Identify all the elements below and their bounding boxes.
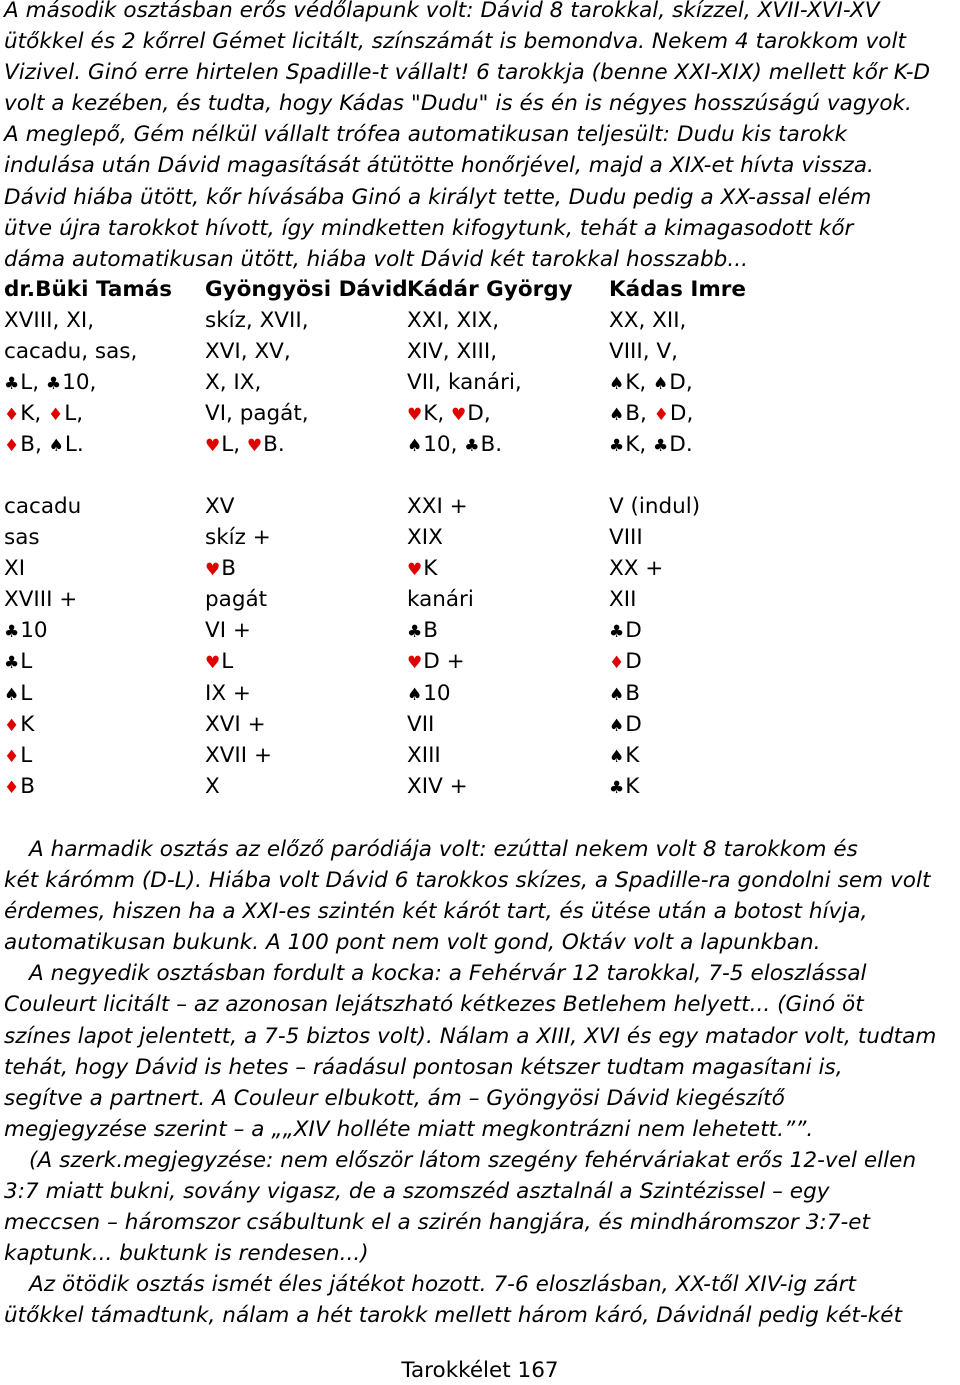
card-text: pagát <box>205 587 268 613</box>
card-text: K <box>625 742 640 768</box>
hand-row <box>4 336 956 367</box>
card-cell <box>609 367 909 398</box>
card-text: D. <box>669 432 693 458</box>
card-text: L. <box>64 432 84 458</box>
card-cell <box>4 305 205 336</box>
card-text: L <box>20 680 33 706</box>
trick-row <box>4 491 956 522</box>
club-suit-icon: ♣ <box>407 622 423 643</box>
card-text: XVIII + <box>4 587 78 613</box>
card-cell <box>205 522 407 553</box>
card-text: V (indul) <box>609 494 701 519</box>
diamond-suit-icon: ♦ <box>48 405 64 426</box>
card-text: 10 <box>20 618 48 644</box>
card-cell <box>4 771 205 802</box>
club-suit-icon: ♣ <box>4 653 20 674</box>
card-text: kanári <box>407 587 474 613</box>
diamond-suit-icon: ♦ <box>609 653 625 674</box>
card-cell <box>205 553 407 584</box>
card-cell <box>609 646 909 677</box>
card-cell <box>407 398 609 429</box>
card-cell <box>205 367 407 398</box>
heart-suit-icon: ♥ <box>407 560 423 581</box>
text-line: érdemes, hiszen ha a XXI-es szintén két kárót tart, és ütése után a botost hívja, <box>4 899 868 925</box>
card-text: K, <box>625 370 654 396</box>
card-cell <box>4 740 205 771</box>
club-suit-icon: ♣ <box>4 622 20 643</box>
card-cell <box>407 740 609 771</box>
card-cell <box>205 491 407 522</box>
diamond-suit-icon: ♦ <box>653 405 669 426</box>
card-cell <box>4 398 205 429</box>
trick-row <box>4 678 956 709</box>
card-cell <box>205 398 407 429</box>
card-cell <box>407 584 609 615</box>
player-name: Kádár György <box>407 277 573 302</box>
card-cell <box>205 771 407 802</box>
card-cell <box>4 678 205 709</box>
players-header <box>4 274 956 305</box>
diamond-suit-icon: ♦ <box>4 436 20 457</box>
heart-suit-icon: ♥ <box>205 436 221 457</box>
club-suit-icon: ♣ <box>609 436 625 457</box>
card-cell <box>4 584 205 615</box>
card-text: B, <box>625 401 654 427</box>
text-line: Dávid hiába ütött, kőr hívásába Ginó a királyt tette, Dudu pedig a XX-assal elém <box>4 184 872 210</box>
heart-suit-icon: ♥ <box>407 405 423 426</box>
card-text: VII <box>407 711 435 737</box>
card-text: L <box>20 649 33 675</box>
card-cell <box>609 615 909 646</box>
card-cell <box>407 491 609 522</box>
card-cell <box>4 646 205 677</box>
card-text: XIII <box>407 742 441 768</box>
card-text: L <box>20 742 33 768</box>
card-text: K, <box>423 401 452 427</box>
card-text: VIII, V, <box>609 339 678 365</box>
card-cell <box>407 771 609 802</box>
text-line: A harmadik osztás az előző paródiája volt: ezúttal nekem volt 8 tarokkom és <box>29 837 858 862</box>
club-suit-icon: ♣ <box>45 374 62 395</box>
card-cell <box>4 367 205 398</box>
card-text: B, <box>20 432 49 458</box>
card-text: XVIII, XI, <box>4 308 95 333</box>
card-cell <box>407 553 609 584</box>
card-cell <box>4 336 205 367</box>
card-text: D <box>625 618 642 644</box>
text-line: színes lapot jelentett, a 7-5 biztos volt). Nálam a XIII, XVI és egy matador volt, tudtam <box>4 1023 937 1049</box>
card-text: sas <box>4 525 40 551</box>
spade-suit-icon: ♠ <box>4 684 20 705</box>
player-name: Gyöngyösi Dávid <box>205 277 408 302</box>
text-line: A meglepő, Gém nélkül vállalt trófea automatikusan teljesült: Dudu kis tarokk <box>4 122 847 148</box>
card-text: XVI, XV, <box>205 339 291 365</box>
hand-row <box>4 398 956 429</box>
card-text: D, <box>467 401 491 427</box>
diamond-suit-icon: ♦ <box>4 746 20 767</box>
card-text: XIX <box>407 525 443 551</box>
heart-suit-icon: ♥ <box>407 653 423 674</box>
card-text: X, IX, <box>205 370 262 396</box>
paragraph-further-deals <box>4 834 956 1332</box>
text-line: segítve a partnert. A Couleur elbukott, ám – Gyöngyösi Dávid kiegészítő <box>4 1085 785 1111</box>
diamond-suit-icon: ♦ <box>4 715 20 736</box>
card-cell <box>407 367 609 398</box>
card-text: K, <box>20 401 49 427</box>
diamond-suit-icon: ♦ <box>4 777 20 798</box>
card-text: K <box>423 556 438 582</box>
card-cell <box>205 584 407 615</box>
card-text: L, <box>20 370 46 396</box>
player-name: Kádas Imre <box>609 277 746 302</box>
tricks-table <box>4 491 956 802</box>
spade-suit-icon: ♠ <box>653 374 669 395</box>
spade-suit-icon: ♠ <box>48 436 64 457</box>
card-cell <box>407 429 609 460</box>
spade-suit-icon: ♠ <box>609 715 625 736</box>
card-text: X <box>205 773 220 799</box>
card-text: VII, kanári, <box>407 370 522 396</box>
card-cell <box>4 615 205 646</box>
card-text: skíz, XVII, <box>205 308 309 333</box>
card-text: XV <box>205 494 235 519</box>
text-line: Couleurt licitált – az azonosan lejátszható kétkezes Betlehem helyett... (Ginó öt <box>4 992 864 1018</box>
card-cell <box>205 429 407 460</box>
spade-suit-icon: ♠ <box>407 684 423 705</box>
text-line: volt a kezében, és tudta, hogy Kádas "Dudu" is és én is négyes hosszúságú vagyok. <box>4 91 912 117</box>
card-cell <box>4 709 205 740</box>
club-suit-icon: ♣ <box>609 777 625 798</box>
text-line: indulása után Dávid magasítását átütötte honőrjével, majd a XIX-et hívta vissza. <box>4 153 874 179</box>
trick-row <box>4 740 956 771</box>
text-line: A második osztásban erős védőlapunk volt: Dávid 8 tarokkal, skízzel, XVII-XVI-XV <box>4 0 880 23</box>
card-text: B. <box>263 432 285 458</box>
card-cell <box>205 336 407 367</box>
text-line: tehát, hogy Dávid is hetes – ráadásul pontosan kétszer tudtam magasítani is, <box>4 1054 843 1080</box>
trick-row <box>4 522 956 553</box>
card-cell <box>407 305 609 336</box>
card-cell <box>4 429 205 460</box>
card-text: B. <box>480 432 503 458</box>
hand-row <box>4 305 956 336</box>
card-cell <box>205 305 407 336</box>
page-footer: Tarokkélet 167 <box>401 1358 559 1383</box>
card-cell <box>609 740 909 771</box>
card-cell <box>4 491 205 522</box>
text-line: ütőkkel és 2 kőrrel Gémet licitált, színszámát is bemondva. Nekem 4 tarokkom volt <box>4 29 906 55</box>
card-text: cacadu <box>4 494 82 519</box>
spade-suit-icon: ♠ <box>609 684 625 705</box>
paragraph-second-deal <box>4 0 956 275</box>
card-cell <box>205 740 407 771</box>
card-cell <box>609 429 909 460</box>
card-cell <box>609 771 909 802</box>
card-text: skíz + <box>205 525 271 551</box>
hand-row <box>4 367 956 398</box>
card-text: K <box>625 773 640 799</box>
trick-row <box>4 553 956 584</box>
text-line: meccsen – háromszor csábultunk el a szirén hangjára, és mindháromszor 3:7-et <box>4 1210 871 1236</box>
card-cell <box>407 615 609 646</box>
card-text: B <box>221 556 236 582</box>
card-text: L, <box>221 432 247 458</box>
club-suit-icon: ♣ <box>464 436 480 457</box>
card-text: D <box>625 649 642 675</box>
card-text: XIV, XIII, <box>407 339 498 365</box>
heart-suit-icon: ♥ <box>205 653 221 674</box>
card-cell <box>407 646 609 677</box>
spade-suit-icon: ♠ <box>609 374 625 395</box>
card-cell <box>407 336 609 367</box>
card-cell <box>609 522 909 553</box>
heart-suit-icon: ♥ <box>205 560 221 581</box>
card-text: B <box>423 618 438 644</box>
trick-row <box>4 615 956 646</box>
card-text: D, <box>669 370 693 396</box>
text-line: kaptunk... buktunk is rendesen...) <box>4 1241 369 1267</box>
trick-row <box>4 709 956 740</box>
spade-suit-icon: ♠ <box>609 405 625 426</box>
card-cell <box>609 305 909 336</box>
text-line: Az ötödik osztás ismét éles játékot hozott. 7-6 eloszlásban, XX-től XIV-ig zárt <box>29 1272 856 1298</box>
card-cell <box>407 522 609 553</box>
heart-suit-icon: ♥ <box>246 436 263 457</box>
text-line: A negyedik osztásban fordult a kocka: a Fehérvár 12 tarokkal, 7-5 eloszlással <box>29 961 867 987</box>
trick-row <box>4 584 956 615</box>
card-cell <box>407 709 609 740</box>
card-text: XX, XII, <box>609 308 687 333</box>
text-line: 3:7 miatt bukni, sovány vigasz, de a szomszéd asztalnál a Szintézissel – egy <box>4 1179 830 1205</box>
spade-suit-icon: ♠ <box>407 436 423 457</box>
text-line: Vizivel. Ginó erre hirtelen Spadille-t vállalt! 6 tarokkja (benne XXI-XIX) mellett kőr K-D <box>4 60 931 86</box>
hand-row <box>4 429 956 460</box>
club-suit-icon: ♣ <box>4 374 20 395</box>
text-line: automatikusan bukunk. A 100 pont nem volt gond, Oktáv volt a lapunkban. <box>4 930 821 956</box>
player-name: dr.Büki Tamás <box>4 277 173 302</box>
card-text: D <box>625 711 642 737</box>
card-text: IX + <box>205 680 251 706</box>
club-suit-icon: ♣ <box>609 622 625 643</box>
card-text: K <box>20 711 35 737</box>
card-text: VI + <box>205 618 251 644</box>
card-cell <box>609 553 909 584</box>
text-line: (A szerk.megjegyzése: nem először látom szegény fehérváriakat erős 12-vel ellen <box>29 1147 917 1173</box>
card-cell <box>407 678 609 709</box>
text-line: ütőkkel támadtunk, nálam a hét tarokk mellett három káró, Dávidnál pedig két-két <box>4 1303 903 1329</box>
card-cell <box>609 398 909 429</box>
text-line: két kárómm (D-L). Hiába volt Dávid 6 tarokkos skízes, a Spadille-ra gondolni sem volt <box>4 868 931 894</box>
club-suit-icon: ♣ <box>653 436 669 457</box>
card-cell <box>205 678 407 709</box>
card-text: XI <box>4 556 26 582</box>
heart-suit-icon: ♥ <box>451 405 467 426</box>
card-text: VI, pagát, <box>205 401 309 427</box>
text-line: ütve újra tarokkot hívott, így mindketten kifogytunk, tehát a kimagasodott kőr <box>4 215 854 241</box>
card-cell <box>4 522 205 553</box>
card-cell <box>205 646 407 677</box>
card-cell <box>4 553 205 584</box>
card-cell <box>205 615 407 646</box>
diamond-suit-icon: ♦ <box>4 405 20 426</box>
card-text: XVII + <box>205 742 272 768</box>
card-text: B <box>20 773 35 799</box>
hands-table <box>4 305 956 460</box>
card-text: XXI + <box>407 494 468 519</box>
card-text: 10, <box>423 432 465 458</box>
card-text: VIII <box>609 525 643 551</box>
card-cell <box>609 709 909 740</box>
card-text: K, <box>625 432 654 458</box>
card-text: XVI + <box>205 711 266 737</box>
card-text: 10, <box>62 370 97 396</box>
card-text: XXI, XIX, <box>407 308 500 333</box>
card-text: B <box>625 680 640 706</box>
card-text: cacadu, sas, <box>4 339 138 365</box>
card-text: XII <box>609 587 637 613</box>
card-cell <box>609 491 909 522</box>
text-line: megjegyzése szerint – a „„XIV holléte miatt megkontrázni nem lehetett.””. <box>4 1116 814 1142</box>
card-cell <box>609 678 909 709</box>
card-text: L, <box>64 401 84 427</box>
text-line: dáma automatikusan ütött, hiába volt Dávid két tarokkal hosszabb... <box>4 246 749 272</box>
card-cell <box>205 709 407 740</box>
card-text: L <box>221 649 234 675</box>
trick-row <box>4 771 956 802</box>
card-cell <box>609 336 909 367</box>
card-cell <box>609 584 909 615</box>
spade-suit-icon: ♠ <box>609 746 625 767</box>
card-text: D + <box>423 649 465 675</box>
card-text: XX + <box>609 556 664 582</box>
card-text: XIV + <box>407 773 468 799</box>
card-text: D, <box>669 401 694 427</box>
trick-row <box>4 646 956 677</box>
card-text: 10 <box>423 680 451 706</box>
